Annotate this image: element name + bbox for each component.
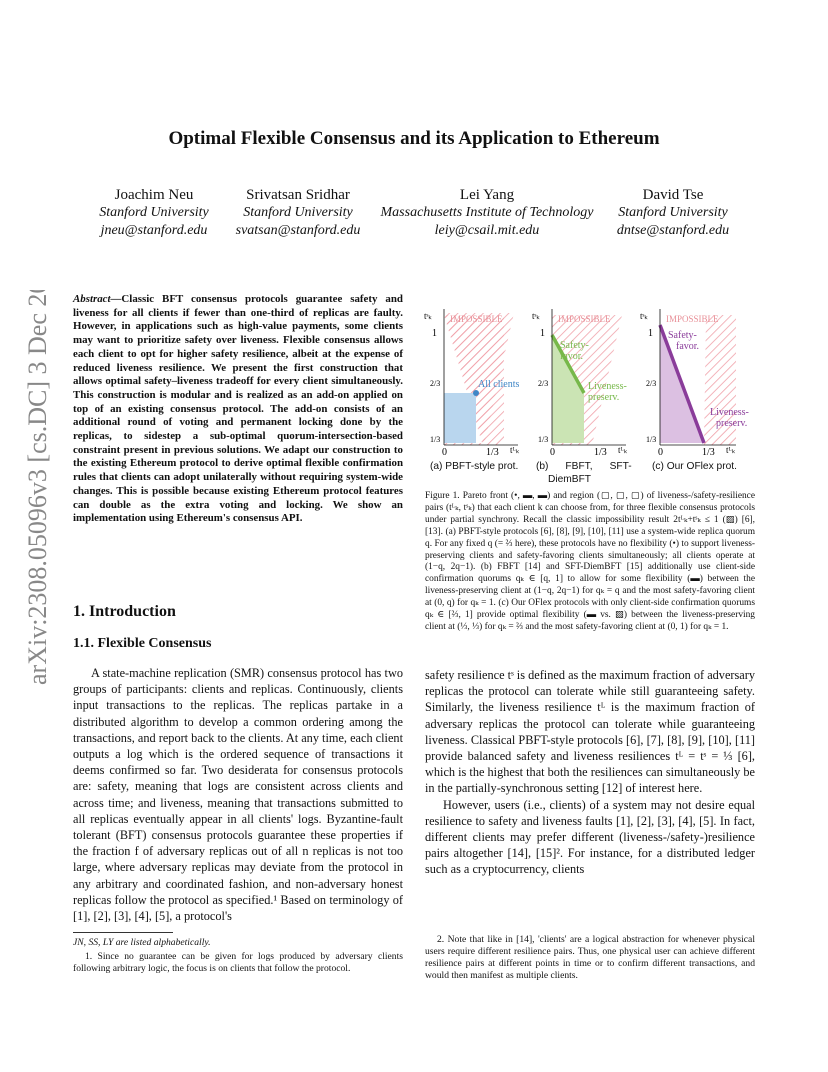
y-axis-label: tˢₖ — [424, 311, 433, 321]
author-name: Srivatsan Sridhar — [246, 187, 350, 203]
impossible-label: IMPOSSIBLE — [450, 314, 503, 324]
author-email: leiy@csail.mit.edu — [434, 223, 540, 238]
tick-one-third: 1/3 — [538, 435, 549, 444]
footnote-note — [73, 937, 403, 949]
tick-one-third: 1/3 — [430, 435, 441, 444]
author-2 — [228, 186, 368, 240]
tick-zero: 0 — [550, 447, 555, 458]
figure-svg — [420, 305, 760, 480]
tick-two-thirds: 2/3 — [646, 379, 657, 388]
figure-1 — [420, 305, 760, 485]
author-4 — [606, 186, 740, 240]
author-affil: Stanford University — [618, 205, 728, 220]
safety-label-1: Safety- — [668, 330, 697, 341]
figure-caption: Figure 1. Pareto front (•, ▬, ▬) and region (▢, ▢, ▢) of liveness-/safety-resilience pairs (tᴸₖ, tˢₖ) that each client k can choose from, for three flexible consensus protocols under partial synchrony. Recall the classic impossibility result 2tᴸₖ+tˢₖ ≤ 1 (▨) [6], [13]. (a) PBFT-style protocols [6], [8], [9], [10], [11] use a system-wide replica quorum q. For any fixed q (= ⅔ here), these protocols have no flexibility (•) to support liveness-preserving clients and safety-favoring clients simultaneously; all clients operate at (1−q, 2q−1). (b) FBFT [14] and SFT-DiemBFT [15] additionally use client-side confirmation quorums qₖ ∈ [q, 1] to allow for some flexibility (▬) between the liveness-preserving client at (1−q, 2q−1) for qₖ = q and the most safety-favoring client at (0, q) for qₖ = 1. (c) Our OFlex protocols with only client-side confirmation quorums qₖ ∈ [⅔, 1] provide optimal flexibility (▬ vs. ▨) between the liveness-preserving client at (⅓, ⅓) for qₖ = ⅔ and the most safety-favoring client at (0, 1) for qₖ = 1. — [425, 491, 755, 632]
impossible-label: IMPOSSIBLE — [666, 314, 719, 324]
safety-label-2: favor. — [676, 341, 700, 352]
x-axis-label: tᴸₖ — [618, 445, 628, 455]
author-email: dntse@stanford.edu — [616, 223, 730, 238]
tick-one: 1 — [648, 328, 653, 339]
y-axis-label: tˢₖ — [532, 311, 541, 321]
body-right — [425, 667, 755, 878]
author-3 — [376, 186, 598, 240]
author-name: David Tse — [642, 187, 704, 203]
author-affil: Stanford University — [243, 205, 353, 220]
paper-title: Optimal Flexible Consensus and its Application to Ethereum — [168, 128, 660, 149]
subcaption-c: (c) Our OFlex prot. — [652, 461, 737, 472]
author-name: Lei Yang — [459, 187, 515, 203]
arxiv-stamp-text: arXiv:2308.05096v3 [cs.DC] 3 Dec 2023 — [23, 290, 52, 685]
subcaption-b: (b) FBFT, SFT- — [536, 461, 632, 472]
liveness-label-1: Liveness- — [588, 381, 627, 392]
author-1 — [88, 186, 220, 240]
footnote-2: 2. Note that like in [14], 'clients' are a logical abstraction for whenever physical users require different resilience pairs. Thus, one physical user can achieve different resilience pairs at different points in time or to confirm different transactions, and would then manifest as multiple clients. — [425, 934, 755, 981]
author-email: svatsan@stanford.edu — [235, 223, 361, 238]
author-name: Joachim Neu — [114, 187, 194, 203]
paragraph: A state-machine replication (SMR) consensus protocol has two groups of participants: clients and replicas. Continuously, clients input transactions to the replicas. The replicas partake in a distributed algorithm to develop a common ordering among the transactions, and report back to the clients. At any time, each client outputs a log which is the ordered sequence of transactions it deems confirmed so far. Two desiderata for consensus protocols are: safety, meaning that logs are consistent across clients and across time; and liveness, meaning that transactions submitted to all replicas eventually appear in all clients' logs. Byzantine-fault tolerant (BFT) consensus protocols guarantee these properties if the fraction f of adversary replicas out of all n replicas is not too large, where adversary replicas may deviate from the protocol in any arbitrary and coordinated fashion, and non-adversary honest replicas follow the protocol as specified.¹ Based on terminology of [1], [2], [3], [4], [5], a protocol's — [73, 666, 403, 924]
liveness-label-1: Liveness- — [710, 407, 749, 418]
paragraph: However, users (i.e., clients) of a system may not desire equal resilience to safety and liveness faults [1], [2], [3], [4], [5]. In fact, different clients may prefer different (liveness-/safety-)resilience pairs altogether [14], [15]². For instance, for a distributed ledger such as a cryptocurrency, clients — [425, 797, 755, 877]
author-affil: Massachusetts Institute of Technology — [380, 205, 594, 220]
panel-b — [532, 309, 628, 458]
abstract-label: Abstract — [73, 293, 111, 305]
y-axis-label: tˢₖ — [640, 311, 649, 321]
liveness-label-2: preserv. — [588, 392, 620, 403]
section-heading: 1. Introduction — [73, 603, 176, 620]
tick-zero: 0 — [658, 447, 663, 458]
tick-zero: 0 — [442, 447, 447, 458]
author-email: jneu@stanford.edu — [100, 223, 208, 238]
author-affil: Stanford University — [99, 205, 209, 220]
footnote-rule — [73, 932, 173, 933]
safety-label-2: favor. — [560, 351, 584, 362]
footnote-note-text: JN, SS, LY are listed alphabetically. — [73, 937, 211, 948]
tick-one: 1 — [540, 328, 545, 339]
tick-one-third: 1/3 — [646, 435, 657, 444]
arxiv-stamp — [14, 290, 58, 690]
liveness-label-2: preserv. — [716, 418, 748, 429]
x-axis-label: tᴸₖ — [726, 445, 736, 455]
tick-two-thirds: 2/3 — [430, 379, 441, 388]
safety-label-1: Safety- — [560, 340, 589, 351]
abstract — [73, 293, 403, 526]
tick-x-third: 1/3 — [594, 447, 607, 458]
subcaption-a: (a) PBFT-style prot. — [430, 461, 519, 472]
subcaption-b-2: DiemBFT — [548, 474, 592, 485]
all-clients-label: All clients — [478, 379, 520, 390]
body-left — [73, 665, 403, 924]
tick-two-thirds: 2/3 — [538, 379, 549, 388]
paragraph: safety resilience tˢ is defined as the maximum fraction of adversary replicas the protocol can tolerate while still guaranteeing safety. Similarly, the liveness resilience tᴸ is the maximum fraction of adversary replicas the protocol can tolerate while guaranteeing liveness. Classical PBFT-style protocols [6], [7], [8], [9], [10], [11] provide balanced safety and liveness resiliences tᴸ = tˢ = ⅓ [6], which is the highest that both the resiliences can simultaneously be in the partially-synchronous setting [12] of interest here. — [425, 668, 755, 796]
tick-x-third: 1/3 — [486, 447, 499, 458]
tick-x-third: 1/3 — [702, 447, 715, 458]
panel-c — [640, 309, 749, 458]
impossible-label: IMPOSSIBLE — [558, 314, 611, 324]
subsection-heading: 1.1. Flexible Consensus — [73, 636, 212, 651]
footnote-1: 1. Since no guarantee can be given for logs produced by adversary clients following arbitrary logic, the focus is on clients that follow the protocol. — [73, 951, 403, 974]
panel-a — [424, 309, 520, 458]
x-axis-label: tᴸₖ — [510, 445, 520, 455]
abstract-text: —Classic BFT consensus protocols guarantee safety and liveness for all clients if fewer than one-third of replicas are faulty. However, in applications such as high-value payments, some clients may want to prioritize safety over liveness. Flexible consensus allows each client to opt for higher safety resilience, albeit at the expense of reduced liveness resilience. We present the first construction that allows optimal safety–liveness tradeoff for every client simultaneously. This construction is modular and is realized as an add-on applied on top of an existing consensus protocol. The add-on consists of an additional round of voting and permanent locking done by the replicas, to sidestep a sub-optimal quorum-intersection-based constraint present in previous solutions. We adapt our construction to the existing Ethereum protocol to derive optimal flexible confirmation rules that clients can adopt unilaterally without requiring system-wide changes. This is possible because existing Ethereum protocol features can double as the extra voting and locking. We show an implementation using Ethereum's consensus API. — [73, 293, 403, 525]
tick-one: 1 — [432, 328, 437, 339]
